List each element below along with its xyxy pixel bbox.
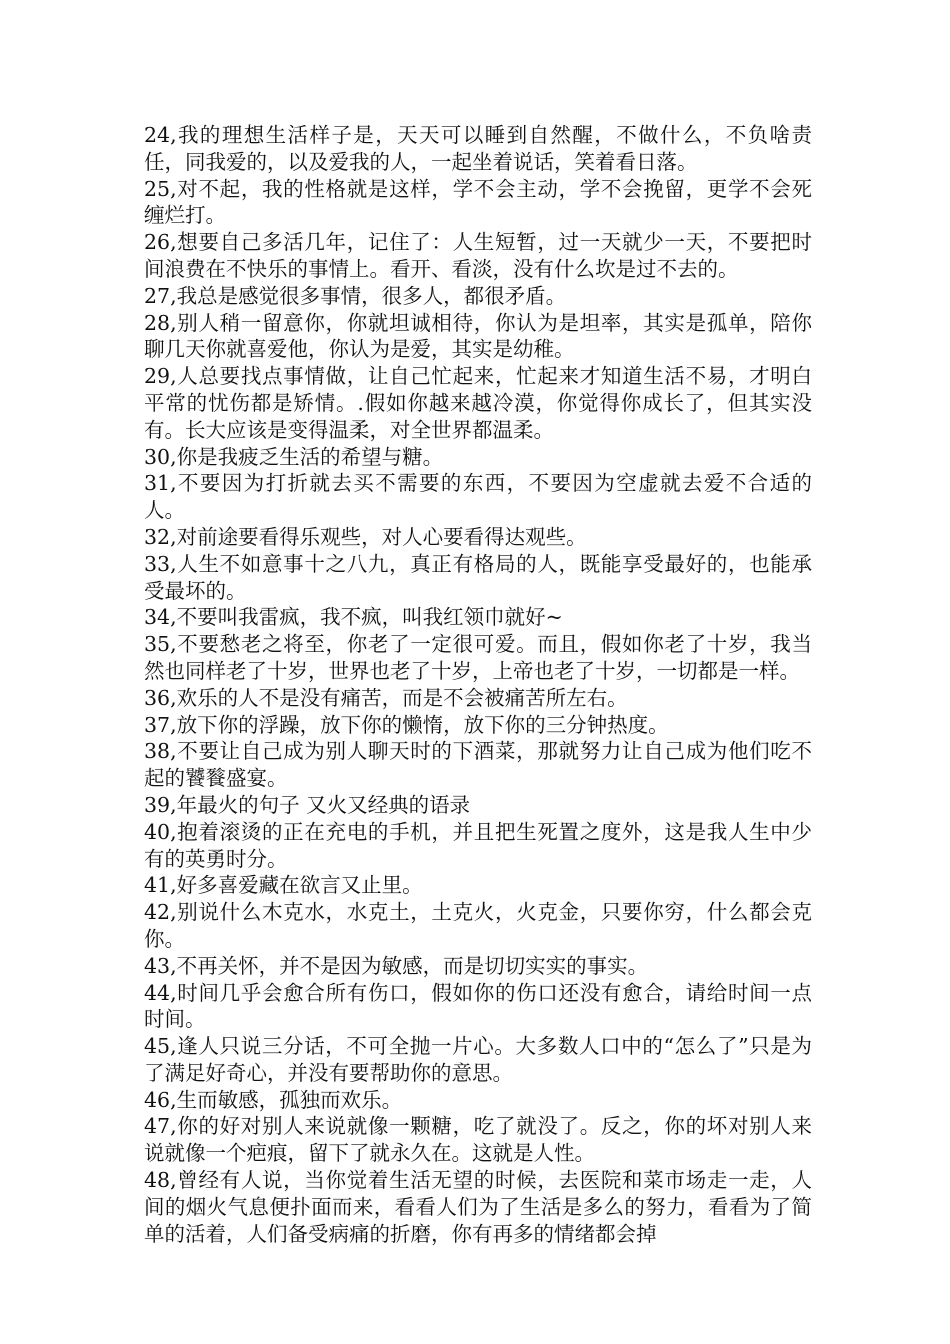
quote-entry-35: 35,不要愁老之将至，你老了一定很可爱。而且，假如你老了十岁，我当然也同样老了十岁，世界也老了十岁，上帝也老了十岁，一切都是一样。 <box>144 632 812 683</box>
quote-entry-44: 44,时间几乎会愈合所有伤口，假如你的伤口还没有愈合，请给时间一点时间。 <box>144 980 812 1032</box>
quote-entry-42: 42,别说什么木克水，水克土，土克火，火克金，只要你穷，什么都会克你。 <box>144 900 812 951</box>
quote-entry-41: 41,好多喜爱藏在欲言又止里。 <box>144 873 423 898</box>
quote-entry-37: 37,放下你的浮躁，放下你的懒惰，放下你的三分钟热度。 <box>144 712 669 737</box>
quote-entry-45: 45,逢人只说三分话，不可全抛一片心。大多数人口中的“怎么了”只是为了满足好奇心，并没有要帮助你的意思。 <box>144 1034 812 1085</box>
quote-entry-29: 29,人总要找点事情做，让自己忙起来，忙起来才知道生活不易，才明白平常的忧伤都是矫情。.假如你越来越冷漠，你觉得你成长了，但其实没有。长大应该是变得温柔，对全世界都温柔。 <box>144 364 812 442</box>
quote-entry-38: 38,不要让自己成为别人聊天时的下酒菜，那就努力让自己成为他们吃不起的饕餮盛宴。 <box>144 739 812 791</box>
quote-entry-28: 28,别人稍一留意你，你就坦诚相待，你认为是坦率，其实是孤单，陪你聊几天你就喜爱他，你认为是爱，其实是幼稚。 <box>144 310 812 362</box>
quote-entry-26: 26,想要自己多活几年，记住了：人生短暂，过一天就少一天，不要把时间浪费在不快乐的事情上。看开、看淡，没有什么坎是过不去的。 <box>144 230 812 281</box>
quote-entry-25: 25,对不起，我的性格就是这样，学不会主动，学不会挽留，更学不会死缠烂打。 <box>144 176 812 228</box>
quote-entry-33: 33,人生不如意事十之八九，真正有格局的人，既能享受最好的，也能承受最坏的。 <box>144 551 812 603</box>
document-page <box>144 122 812 1247</box>
quote-entry-31: 31,不要因为打折就去买不需要的东西，不要因为空虚就去爱不合适的人。 <box>144 471 812 523</box>
quote-entry-30: 30,你是我疲乏生活的希望与糖。 <box>144 444 444 469</box>
quote-entry-27: 27,我总是感觉很多事情，很多人，都很矛盾。 <box>144 283 567 308</box>
quote-entry-34: 34,不要叫我雷疯，我不疯，叫我红领巾就好~ <box>144 605 563 630</box>
quote-entry-32: 32,对前途要看得乐观些，对人心要看得达观些。 <box>144 524 587 549</box>
quote-entry-43: 43,不再关怀，并不是因为敏感，而是切切实实的事实。 <box>144 953 649 978</box>
quote-entry-36: 36,欢乐的人不是没有痛苦，而是不会被痛苦所左右。 <box>144 685 628 710</box>
quote-entry-47: 47,你的好对别人来说就像一颗糖，吃了就没了。反之，你的坏对别人来说就像一个疤痕，留下了就永久在。这就是人性。 <box>144 1114 812 1166</box>
quote-entry-24: 24,我的理想生活样子是，天天可以睡到自然醒，不做什么，不负啥责任，同我爱的，以及爱我的人，一起坐着说话，笑着看日落。 <box>144 123 812 174</box>
quote-entry-46: 46,生而敏感，孤独而欢乐。 <box>144 1087 403 1112</box>
quote-entry-48: 48,曾经有人说，当你觉着生活无望的时候，去医院和菜市场走一走，人间的烟火气息便扑面而来，看看人们为了生活是多么的努力，看看为了简单的活着，人们备受病痛的折磨，你有再多的情绪都会掉 <box>144 1168 812 1246</box>
quote-entry-39: 39,年最火的句子 又火又经典的语录 <box>144 792 471 817</box>
quote-entry-40: 40,抱着滚烫的正在充电的手机，并且把生死置之度外，这是我人生中少有的英勇时分。 <box>144 819 812 871</box>
